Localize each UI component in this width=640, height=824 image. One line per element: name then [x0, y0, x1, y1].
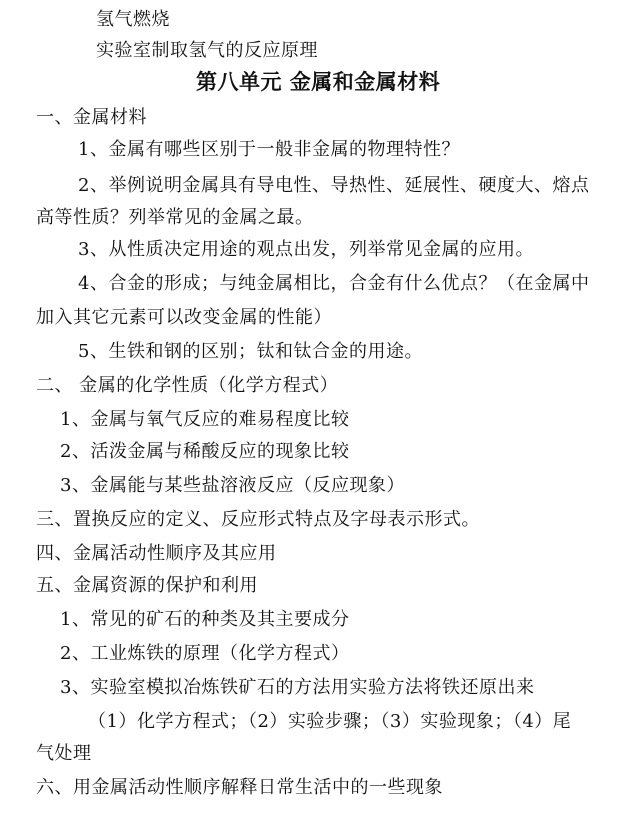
section5-heading: 五、金属资源的保护和利用 — [36, 575, 258, 596]
section2-q2: 2、活泼金属与稀酸反应的现象比较 — [60, 441, 350, 462]
section1-q4-line2: 加入其它元素可以改变金属的性能） — [36, 307, 332, 328]
unit-title: 第八单元 金属和金属材料 — [196, 70, 441, 94]
section5-q3-sub-line1: （1）化学方程式；（2）实验步骤；（3）实验现象；（4）尾 — [88, 711, 572, 732]
carry-over-item-hydrogen-preparation: 实验室制取氢气的反应原理 — [96, 40, 318, 61]
section6-heading: 六、用金属活动性顺序解释日常生活中的一些现象 — [36, 777, 443, 798]
section4-heading: 四、金属活动性顺序及其应用 — [36, 543, 277, 564]
section5-q3: 3、实验室模拟冶炼铁矿石的方法用实验方法将铁还原出来 — [60, 677, 535, 698]
section1-q4-line1: 4、合金的形成；与纯金属相比，合金有什么优点？（在金属中 — [78, 273, 590, 294]
section5-q1: 1、常见的矿石的种类及其主要成分 — [60, 609, 350, 630]
section1-q2-line1: 2、举例说明金属具有导电性、导热性、延展性、硬度大、熔点 — [78, 175, 590, 196]
section2-q1: 1、金属与氧气反应的难易程度比较 — [60, 409, 350, 430]
carry-over-item-hydrogen-combustion: 氢气燃烧 — [96, 9, 170, 30]
section1-q3: 3、从性质决定用途的观点出发，列举常见金属的应用。 — [78, 239, 534, 260]
section1-q2-line2: 高等性质？列举常见的金属之最。 — [36, 207, 314, 228]
section5-q3-sub-line2: 气处理 — [36, 743, 92, 764]
section2-q3: 3、金属能与某些盐溶液反应（反应现象） — [60, 475, 405, 496]
section1-q5: 5、生铁和钢的区别；钛和钛合金的用途。 — [78, 341, 423, 362]
section5-q2: 2、工业炼铁的原理（化学方程式） — [60, 643, 350, 664]
section1-heading: 一、金属材料 — [36, 107, 147, 128]
section3-heading: 三、置换反应的定义、反应形式特点及字母表示形式。 — [36, 509, 480, 530]
section2-heading: 二、 金属的化学性质（化学方程式） — [36, 375, 339, 396]
section1-q1: 1、金属有哪些区别于一般非金属的物理特性？ — [78, 139, 460, 160]
